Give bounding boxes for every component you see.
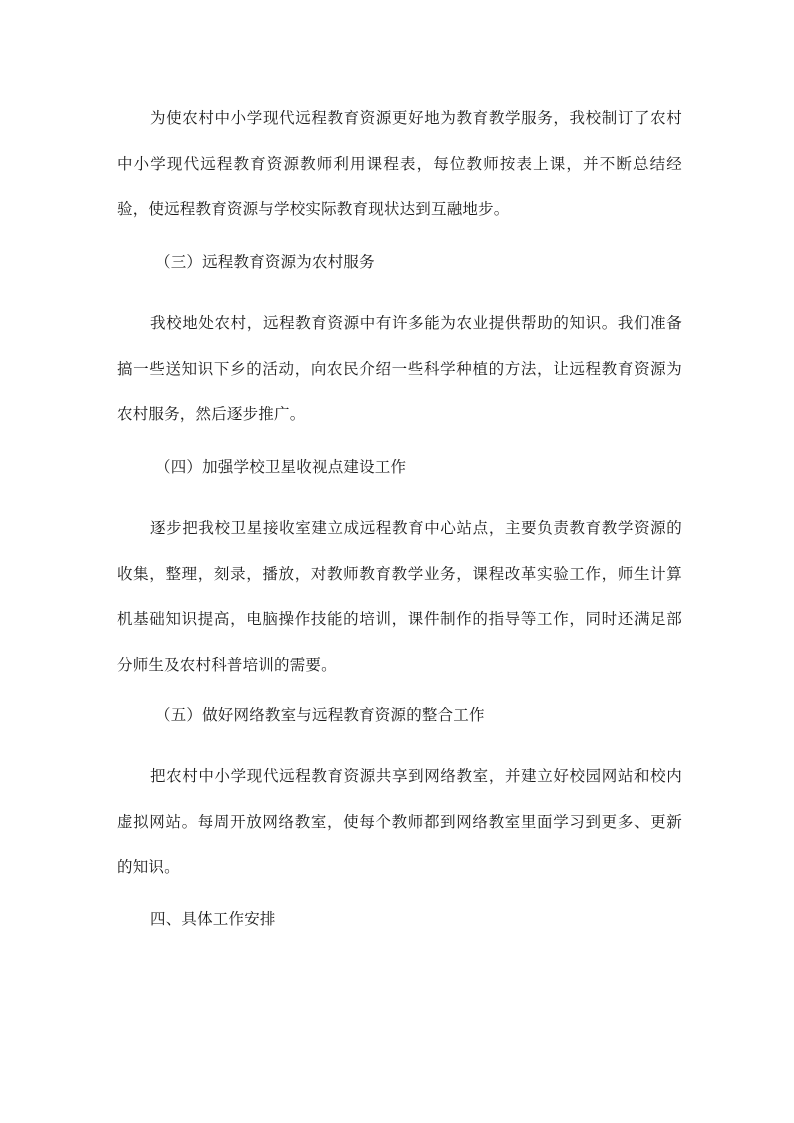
body-paragraph: 为使农村中小学现代远程教育资源更好地为教育教学服务，我校制订了农村中小学现代远程教育资源教师利用课程表，每位教师按表上课，并不断总结经验，使远程教育资源与学校实际教育现状达到互融地步。 xyxy=(117,109,682,218)
body-paragraph: 把农村中小学现代远程教育资源共享到网络教室，并建立好校园网站和校内虚拟网站。每周开放网络教室，使每个教师都到网络教室里面学习到更多、更新的知识。 xyxy=(117,767,682,876)
body-paragraph: 我校地处农村，远程教育资源中有许多能为农业提供帮助的知识。我们准备搞一些送知识下乡的活动，向农民介绍一些科学种植的方法，让远程教育资源为农村服务，然后逐步推广。 xyxy=(117,314,682,423)
section-heading: 四、具体工作安排 xyxy=(150,910,276,928)
body-paragraph: 逐步把我校卫星接收室建立成远程教育中心站点，主要负责教育教学资源的收集，整理，刻录，播放，对教师教育教学业务，课程改革实验工作，师生计算机基础知识提高，电脑操作技能的培训，课件制作的指导等工作，同时还满足部分师生及农村科普培训的需要。 xyxy=(117,519,682,674)
sub-heading: （四）加强学校卫星收视点建设工作 xyxy=(155,458,407,476)
sub-heading: （五）做好网络教室与远程教育资源的整合工作 xyxy=(155,706,485,724)
sub-heading: （三）远程教育资源为农村服务 xyxy=(155,253,375,271)
